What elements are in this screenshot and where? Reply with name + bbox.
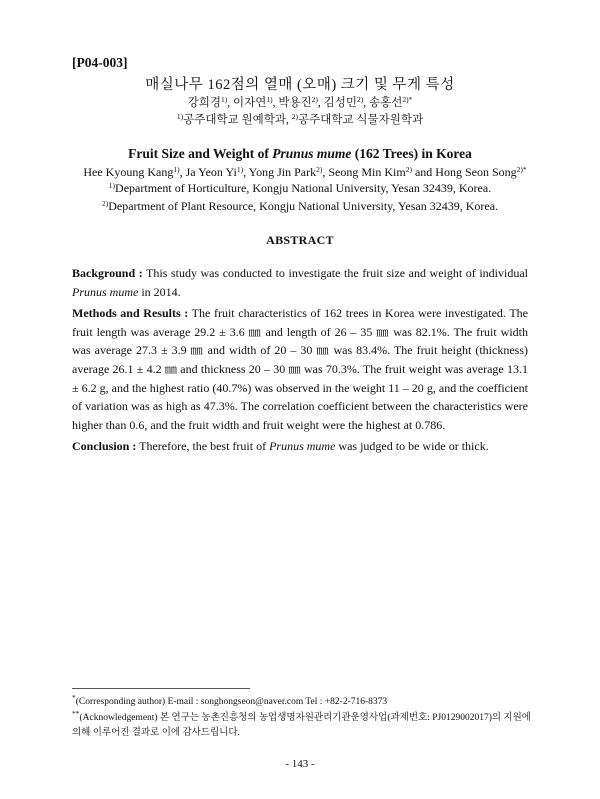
footnote-text: (Acknowledgement) 본 연구는 농촌진흥청의 농업생명자원관리기관운영사업(과제번호: PJ0129002017)의 지원에 의해 이루어진 결과로 이에 감사드립니다. — [72, 713, 531, 738]
english-author: Yong Jin Park — [248, 165, 317, 179]
english-author: Ja Yeon Yi — [185, 165, 237, 179]
english-author: Seong Min Kim — [328, 165, 406, 179]
footnote-mark: * — [72, 693, 76, 702]
title-part: Fruit Size and Weight of — [128, 146, 273, 161]
korean-author: 강희경 — [187, 97, 221, 109]
korean-affiliation: 공주대학교 원예학과 — [183, 114, 287, 126]
title-part: (162 Trees) in Korea — [351, 146, 472, 161]
affil-sup: 1) — [108, 181, 116, 190]
background-text: This study was conducted to investigate the fruit size and weight of individual — [142, 266, 528, 280]
footnote-divider — [72, 688, 250, 689]
korean-author: 김성민 — [323, 97, 357, 109]
affiliation-text: Department of Horticulture, Kongju National University, Yesan 32439, Korea. — [115, 181, 492, 195]
english-author: Hee Kyoung Kang — [83, 165, 174, 179]
abstract-body — [72, 264, 528, 459]
english-affiliation-1 — [0, 181, 600, 196]
english-title — [0, 146, 600, 162]
korean-author: 박용진 — [278, 97, 312, 109]
page-number: - 143 - — [285, 758, 315, 770]
species-name: Prunus mume — [72, 284, 139, 299]
methods-label: Methods and Results : — [72, 306, 189, 321]
korean-authors: 강희경$^{1)}$, 이자연$^{1)}$, 박용진$^{2)}$, 김성민$^{2)}$, 송홍선$^{2)*}$ — [187, 95, 413, 109]
and-word: and — [411, 165, 436, 179]
background-paragraph — [72, 264, 528, 301]
background-text: in 2014. — [138, 284, 181, 299]
author-sup: 1) — [266, 95, 273, 104]
korean-affiliations: $^{1)}$공주대학교 원예학과, $^{2)}$공주대학교 식물자원학과 — [176, 112, 424, 126]
author-sup: 2) — [311, 95, 318, 104]
author-sup: 1) — [236, 165, 244, 174]
paper-code: [P04-003] — [72, 55, 128, 70]
author-sup: 2) — [405, 165, 412, 174]
author-sup: 1) — [221, 95, 228, 104]
affil-sup: 2) — [291, 112, 299, 121]
abstract-heading: ABSTRACT — [266, 233, 334, 247]
affil-sup: 1) — [176, 112, 184, 121]
methods-text: The fruit characteristics of 162 trees in Korea were investigated. The fruit length was average 29.2 ± 3.6 ㎜ and length of 26 – 35 ㎜ was 82.1%. The fruit width was average 27.3 ± 3.9 ㎜ and width of 20 – 30 ㎜ was 83.4%. The fruit height (thickness) average 26.1 ± 4.2 ㎜ and thickness 20 – 30 ㎜ was 70.3%. The fruit weight was average 13.1 ± 6.2 g, and the highest ratio (40.7%) was observed in the weight 11 – 20 g, and the coefficient of variation was as high as 47.3%. The correlation coefficient between the characteristics were higher than 0.6, and the fruit width and fruit weight were the highest at 0.786. — [72, 306, 528, 432]
affiliation-text: Department of Plant Resource, Kongju National University, Yesan 32439, Korea. — [108, 199, 499, 213]
author-sup: 2)* — [516, 165, 527, 174]
methods-paragraph — [72, 304, 528, 434]
footnote-acknowledgement — [72, 711, 534, 741]
korean-affiliation: 공주대학교 식물자원학과 — [298, 114, 424, 126]
english-authors: Hee Kyoung Kang$^{1)}$, Ja Yeon Yi$^{1)}$, Yong Jin Park$^{2)}$, Seong Min Kim$^{2)}$ and Hong Seon Song$^{2)*}$ — [83, 165, 527, 179]
english-affiliation-2 — [0, 199, 600, 214]
background-label: Background : — [72, 266, 143, 280]
author-sup: 2)* — [402, 95, 413, 104]
korean-author: 송홍선 — [368, 97, 403, 109]
conclusion-label: Conclusion : — [72, 439, 137, 454]
conclusion-text: was judged to be wide or thick. — [335, 439, 489, 454]
footnote-text: (Corresponding author) E-mail : songhongseon@naver.com Tel : +82-2-716-8373 — [75, 697, 388, 707]
footnote-mark: ** — [72, 709, 80, 718]
conclusion-text: Therefore, the best fruit of — [136, 439, 270, 454]
title-species: Prunus mume — [272, 146, 352, 161]
author-sup: 1) — [173, 165, 180, 174]
korean-title: 매실나무 162점의 열매 (오매) 크기 및 무게 특성 — [145, 77, 455, 93]
author-sup: 2) — [356, 95, 364, 104]
species-name: Prunus mume — [269, 439, 336, 454]
author-sup: 2) — [316, 165, 323, 174]
affil-sup: 2) — [101, 199, 109, 208]
conclusion-paragraph — [72, 437, 528, 456]
korean-author: 이자연 — [233, 97, 267, 109]
footnote-corresponding — [72, 695, 534, 710]
english-author: Hong Seon Song — [435, 165, 517, 179]
